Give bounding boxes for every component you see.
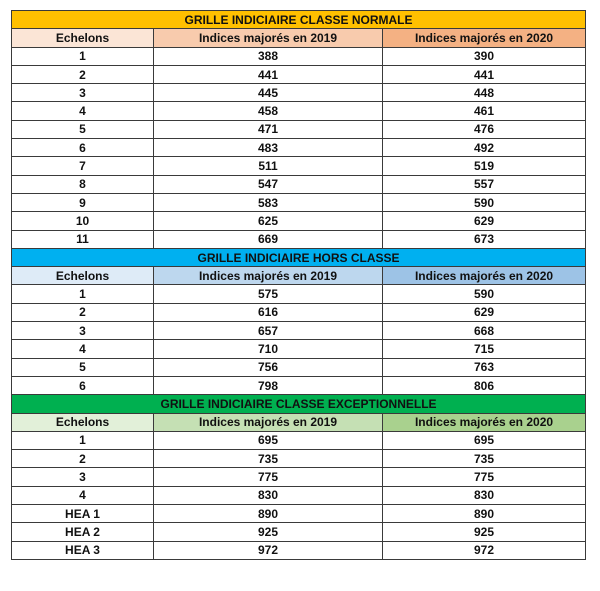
- section-title: GRILLE INDICIAIRE CLASSE NORMALE: [12, 11, 586, 29]
- header-indices-2020: Indices majorés en 2020: [383, 267, 586, 285]
- indice-2019-cell: 925: [154, 523, 383, 541]
- indice-2019-cell: 471: [154, 120, 383, 138]
- table-row: [12, 193, 586, 211]
- table-row: [12, 120, 586, 138]
- echelon-cell: 4: [12, 486, 154, 504]
- echelon-cell: HEA 1: [12, 505, 154, 523]
- indice-2020-cell: 492: [383, 139, 586, 157]
- echelon-cell: 3: [12, 468, 154, 486]
- header-echelons: Echelons: [12, 267, 154, 285]
- indice-2020-cell: 890: [383, 505, 586, 523]
- indice-2020-cell: 668: [383, 322, 586, 340]
- indice-2019-cell: 583: [154, 193, 383, 211]
- indice-2020-cell: 763: [383, 358, 586, 376]
- indice-2019-cell: 710: [154, 340, 383, 358]
- header-indices-2019: Indices majorés en 2019: [154, 29, 383, 47]
- echelon-cell: 3: [12, 84, 154, 102]
- table-row: [12, 505, 586, 523]
- table-row: [12, 450, 586, 468]
- salary-grid-table: [11, 10, 586, 560]
- echelon-cell: 5: [12, 120, 154, 138]
- table-row: [12, 157, 586, 175]
- column-header-row-classe-exceptionnelle: [12, 413, 586, 431]
- echelon-cell: 6: [12, 376, 154, 394]
- indice-2019-cell: 458: [154, 102, 383, 120]
- indice-2020-cell: 775: [383, 468, 586, 486]
- indice-2019-cell: 441: [154, 65, 383, 83]
- echelon-cell: 2: [12, 65, 154, 83]
- indice-2019-cell: 511: [154, 157, 383, 175]
- indice-2019-cell: 388: [154, 47, 383, 65]
- indice-2019-cell: 625: [154, 212, 383, 230]
- column-header-row-classe-normale: [12, 29, 586, 47]
- echelon-cell: HEA 2: [12, 523, 154, 541]
- table-row: [12, 65, 586, 83]
- indice-2019-cell: 890: [154, 505, 383, 523]
- table-row: [12, 468, 586, 486]
- table-row: [12, 541, 586, 559]
- indice-2019-cell: 657: [154, 322, 383, 340]
- salary-grid-body: [12, 11, 586, 560]
- table-row: [12, 139, 586, 157]
- header-indices-2019: Indices majorés en 2019: [154, 413, 383, 431]
- indice-2020-cell: 830: [383, 486, 586, 504]
- header-echelons: Echelons: [12, 29, 154, 47]
- table-row: [12, 285, 586, 303]
- indice-2019-cell: 735: [154, 450, 383, 468]
- table-row: [12, 322, 586, 340]
- indice-2020-cell: 448: [383, 84, 586, 102]
- indice-2020-cell: 695: [383, 431, 586, 449]
- echelon-cell: 9: [12, 193, 154, 211]
- indice-2020-cell: 590: [383, 285, 586, 303]
- indice-2019-cell: 756: [154, 358, 383, 376]
- indice-2019-cell: 575: [154, 285, 383, 303]
- echelon-cell: HEA 3: [12, 541, 154, 559]
- table-row: [12, 431, 586, 449]
- indice-2019-cell: 547: [154, 175, 383, 193]
- indice-2020-cell: 735: [383, 450, 586, 468]
- table-row: [12, 376, 586, 394]
- header-echelons: Echelons: [12, 413, 154, 431]
- indice-2020-cell: 925: [383, 523, 586, 541]
- indice-2019-cell: 695: [154, 431, 383, 449]
- table-row: [12, 84, 586, 102]
- echelon-cell: 3: [12, 322, 154, 340]
- echelon-cell: 1: [12, 47, 154, 65]
- echelon-cell: 8: [12, 175, 154, 193]
- echelon-cell: 1: [12, 431, 154, 449]
- indice-2020-cell: 715: [383, 340, 586, 358]
- header-indices-2020: Indices majorés en 2020: [383, 29, 586, 47]
- indice-2020-cell: 590: [383, 193, 586, 211]
- table-row: [12, 486, 586, 504]
- section-title: GRILLE INDICIAIRE HORS CLASSE: [12, 248, 586, 266]
- table-row: [12, 212, 586, 230]
- indice-2020-cell: 629: [383, 212, 586, 230]
- indice-2020-cell: 390: [383, 47, 586, 65]
- echelon-cell: 7: [12, 157, 154, 175]
- indice-2020-cell: 476: [383, 120, 586, 138]
- table-row: [12, 230, 586, 248]
- indice-2020-cell: 519: [383, 157, 586, 175]
- echelon-cell: 2: [12, 450, 154, 468]
- section-title-row-classe-normale: [12, 11, 586, 29]
- indice-2019-cell: 669: [154, 230, 383, 248]
- indice-2019-cell: 798: [154, 376, 383, 394]
- table-row: [12, 358, 586, 376]
- indice-2019-cell: 445: [154, 84, 383, 102]
- section-title: GRILLE INDICIAIRE CLASSE EXCEPTIONNELLE: [12, 395, 586, 413]
- section-title-row-classe-exceptionnelle: [12, 395, 586, 413]
- indice-2020-cell: 557: [383, 175, 586, 193]
- indice-2019-cell: 483: [154, 139, 383, 157]
- table-row: [12, 102, 586, 120]
- indice-2019-cell: 830: [154, 486, 383, 504]
- echelon-cell: 2: [12, 303, 154, 321]
- echelon-cell: 4: [12, 340, 154, 358]
- echelon-cell: 1: [12, 285, 154, 303]
- indice-2020-cell: 972: [383, 541, 586, 559]
- echelon-cell: 5: [12, 358, 154, 376]
- indice-2020-cell: 461: [383, 102, 586, 120]
- indice-2019-cell: 616: [154, 303, 383, 321]
- header-indices-2020: Indices majorés en 2020: [383, 413, 586, 431]
- echelon-cell: 4: [12, 102, 154, 120]
- table-row: [12, 303, 586, 321]
- echelon-cell: 6: [12, 139, 154, 157]
- table-row: [12, 523, 586, 541]
- indice-2020-cell: 441: [383, 65, 586, 83]
- indice-2019-cell: 972: [154, 541, 383, 559]
- table-row: [12, 340, 586, 358]
- indice-2020-cell: 629: [383, 303, 586, 321]
- indice-2020-cell: 673: [383, 230, 586, 248]
- column-header-row-hors-classe: [12, 267, 586, 285]
- echelon-cell: 10: [12, 212, 154, 230]
- echelon-cell: 11: [12, 230, 154, 248]
- indice-2019-cell: 775: [154, 468, 383, 486]
- table-row: [12, 47, 586, 65]
- table-row: [12, 175, 586, 193]
- indice-2020-cell: 806: [383, 376, 586, 394]
- header-indices-2019: Indices majorés en 2019: [154, 267, 383, 285]
- section-title-row-hors-classe: [12, 248, 586, 266]
